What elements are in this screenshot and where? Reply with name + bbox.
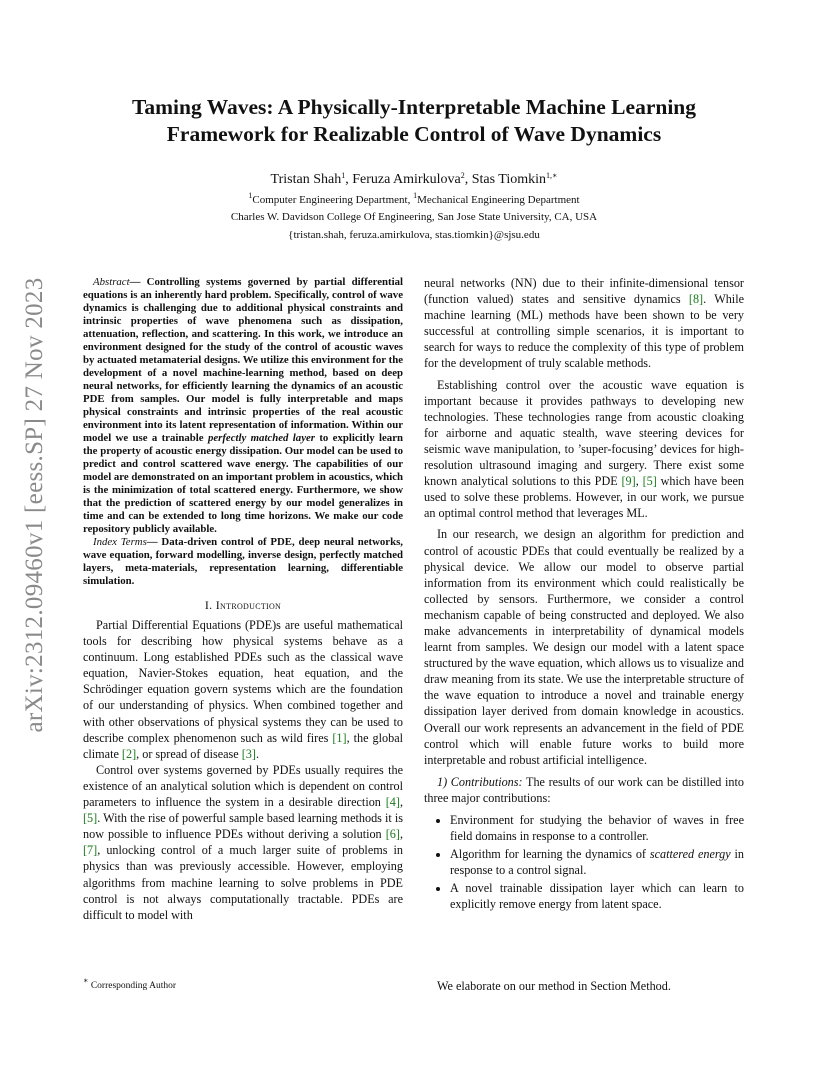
paragraph-text: , xyxy=(399,795,403,810)
citation-link[interactable]: [5] xyxy=(642,474,657,489)
affiliation-departments xyxy=(60,193,768,207)
abstract-dash: — xyxy=(129,276,147,288)
affiliation-mark: 1 xyxy=(413,191,418,200)
section-title: Introduction xyxy=(215,598,282,612)
paragraph-text: , xyxy=(635,474,643,489)
author-name: Stas Tiomkin xyxy=(471,172,547,187)
paragraph-text: The results of our work can be distilled into three major contributions: xyxy=(424,774,744,805)
abstract-emphasis: perfectly matched layer xyxy=(207,432,315,444)
list-item: • Environment for studying the behavior of waves in free field domains in response to a controller. xyxy=(450,812,744,844)
paragraph-text: . With the rise of powerful sample based learning methods it is now possible to influence PDEs without deriving a solution xyxy=(83,811,403,842)
author-emails: {tristan.shah, feruza.amirkulova, stas.tiomkin}@sjsu.edu xyxy=(288,229,540,241)
paragraph-text: , xyxy=(399,827,403,842)
affiliation-mark: 1 xyxy=(248,191,253,200)
paragraph-text: . While machine learning (ML) methods have been shown to be very successful at controlling simple scenarios, it is important to search for ways to reduce the complexity of this type of problem for the development of truly scalable methods. xyxy=(424,292,744,371)
author-affiliation-mark: 2 xyxy=(460,171,465,180)
abstract-text: Controlling systems governed by partial differential equations is an inherently hard problem. Specifically, control of wave dynamics is challenging due to additional physical constraints and intrinsic properties of wave phenomena such as dissipation, attenuation, reflection, and scattering. In this work, we introduce an environment designed for the study of the control of acoustic waves by actuated metamaterial designs. We utilize this environment for the development of a novel machine-learning method, based on deep neural networks, for efficiently learning the dynamics of an acoustic PDE from samples. Our model is fully interpretable and maps physical constraints and intrinsic properties of the real acoustic environment into its latent representation of information. Within our model we use a trainable xyxy=(83,276,403,444)
author-name: Feruza Amirkulova xyxy=(352,172,461,187)
paragraph-text: , unlocking control of a much larger suite of problems in physics than was previously accessible. However, employing algorithms from machine learning to solve problems in PDE control is not always computationally tractable. PDEs are difficult to model with xyxy=(83,843,403,922)
closing-sentence: We elaborate on our method in Section Method. xyxy=(437,979,671,993)
intro-paragraph-2 xyxy=(83,762,403,923)
author-affiliation-mark: 1 xyxy=(341,171,346,180)
contributions-paragraph xyxy=(424,774,744,806)
section-number: I. xyxy=(204,598,216,612)
index-terms-dash: — xyxy=(146,536,162,548)
title-line-2: Framework for Realizable Control of Wave Dynamics xyxy=(166,122,662,146)
paragraph-text: , or spread of disease xyxy=(136,746,242,761)
index-terms xyxy=(83,536,403,588)
author-list: Tristan Shah$^1$, Feruza Amirkulova$^2$, Stas Tiomkin$^{1,∗}$ xyxy=(270,171,558,187)
list-item-text: in response to a control signal. xyxy=(450,847,744,878)
paragraph-text: which have been used to solve these problems. However, in our work, we pursue an optimal control method that leverages ML. xyxy=(424,474,744,521)
list-item: • A novel trainable dissipation layer which can learn to explicitly remove energy from latent space. xyxy=(450,880,744,912)
arxiv-identifier: arXiv:2312.09460v1 [eess.SP] 27 Nov 2023 xyxy=(21,277,48,733)
list-item-emphasis: scattered energy xyxy=(649,847,731,862)
citation-link[interactable]: [5] xyxy=(83,811,98,826)
affiliation-text: Computer Engineering Department, xyxy=(252,194,414,206)
paragraph-text: Control over systems governed by PDEs usually requires the existence of an analytical solution which is dependent on control parameters to influence the system in a desirable direction xyxy=(83,762,403,810)
list-item xyxy=(450,846,744,878)
footnote-mark: ∗ xyxy=(83,976,89,985)
section-heading-introduction xyxy=(83,598,403,613)
footnote xyxy=(83,976,177,992)
paragraph-text: , the global climate xyxy=(83,730,403,761)
paragraph-text: . xyxy=(255,746,259,761)
citation-link[interactable]: [2] xyxy=(121,746,137,761)
author-name: Tristan Shah xyxy=(270,172,342,187)
left-column xyxy=(83,276,403,923)
contributions-list xyxy=(424,812,744,913)
citation-link[interactable]: [1] xyxy=(332,730,347,745)
abstract xyxy=(83,276,403,536)
paragraph-text: Establishing control over the acoustic wave equation is important because it provides pathways to developing new technologies. These technologies range from acoustic cloaking for airborne and aquatic stealth, wave steering devices for seismic wave manipulation, to ’super-focusing’ devices for high-resolution ultrasound imaging and surgery. There exist some known analytical solutions to this PDE xyxy=(424,377,744,489)
paragraph-text: neural networks (NN) due to their infinite-dimensional tensor (function valued) states and sensitive dynamics xyxy=(424,276,744,307)
affiliation-college: Charles W. Davidson College Of Engineering, San Jose State University, CA, USA xyxy=(230,211,598,223)
paragraph-text: Partial Differential Equations (PDE)s are useful mathematical tools for describing how physical systems behave as a continuum. Long established PDEs such as the classical wave equation, Navier-Stokes equation, heat equation, and the Schrödinger equation govern systems which are the foundation of our understanding of physics. When combined together and with other observations of physical systems they can be used to describe complex phenomenon such as wild fires xyxy=(83,618,403,745)
affiliation-text: Mechanical Engineering Department xyxy=(417,194,580,206)
citation-link[interactable]: [8] xyxy=(688,292,704,307)
arxiv-side-stamp xyxy=(10,260,60,750)
index-terms-label: Index Terms xyxy=(93,536,147,548)
right-paragraph-2 xyxy=(424,377,744,522)
citation-link[interactable]: [4] xyxy=(385,795,400,810)
citation-link[interactable]: [9] xyxy=(621,474,636,489)
right-paragraph-1 xyxy=(424,275,744,372)
abstract-text: to explicitly learn the property of acoustic energy dissipation. Our model can be used to predict and control scattered wave energy. The capabilities of our model are demonstrated on an important problem in acoustics, which is the minimization of total scattered energy. Furthermore, we show that the prediction of scattered energy by our model generalizes in time and can be extended to long time horizons. We make our code repository publicly available. xyxy=(83,432,404,535)
footnote-text: Corresponding Author xyxy=(88,981,177,991)
list-item-text: Algorithm for learning the dynamics of xyxy=(450,847,650,862)
title-line-1: Taming Waves: A Physically-Interpretable Machine Learning xyxy=(132,95,696,119)
citation-link[interactable]: [3] xyxy=(241,746,256,761)
index-terms-text: Data-driven control of PDE, deep neural networks, wave equation, forward modelling, inverse design, perfectly matched layers, meta-materials, representation learning, differentiable simulation. xyxy=(83,536,403,587)
citation-link[interactable]: [7] xyxy=(83,843,98,858)
right-column xyxy=(424,275,744,921)
intro-paragraph-1 xyxy=(83,617,403,762)
contributions-heading: 1) Contributions: xyxy=(437,774,523,789)
author-affiliation-mark: 1,∗ xyxy=(546,171,558,180)
abstract-label: Abstract xyxy=(93,276,130,288)
citation-link[interactable]: [6] xyxy=(385,827,400,842)
paper-title xyxy=(60,94,768,148)
right-paragraph-3: In our research, we design an algorithm for prediction and control of acoustic PDEs that could eventually be realized by a physical device. We allow our model to observe partial information from its environment which could realistically be collected by sensors. Furthermore, we consider a control mechanism capable of being constructed and deployed. We also make advancements in interpretability of dynamical models learnt from samples. We design our model with a latent space structured by the wave equation, which allows us to visualize and draw meaning from its state. We use the interpretable structure of the wave equation to introduce a novel and trainable energy dissipation layer derived from domain knowledge in acoustics. Overall our work represents an advancement in the field of PDE control which will enable future works to build more interpretable and robust artificial intelligence. xyxy=(424,527,744,767)
